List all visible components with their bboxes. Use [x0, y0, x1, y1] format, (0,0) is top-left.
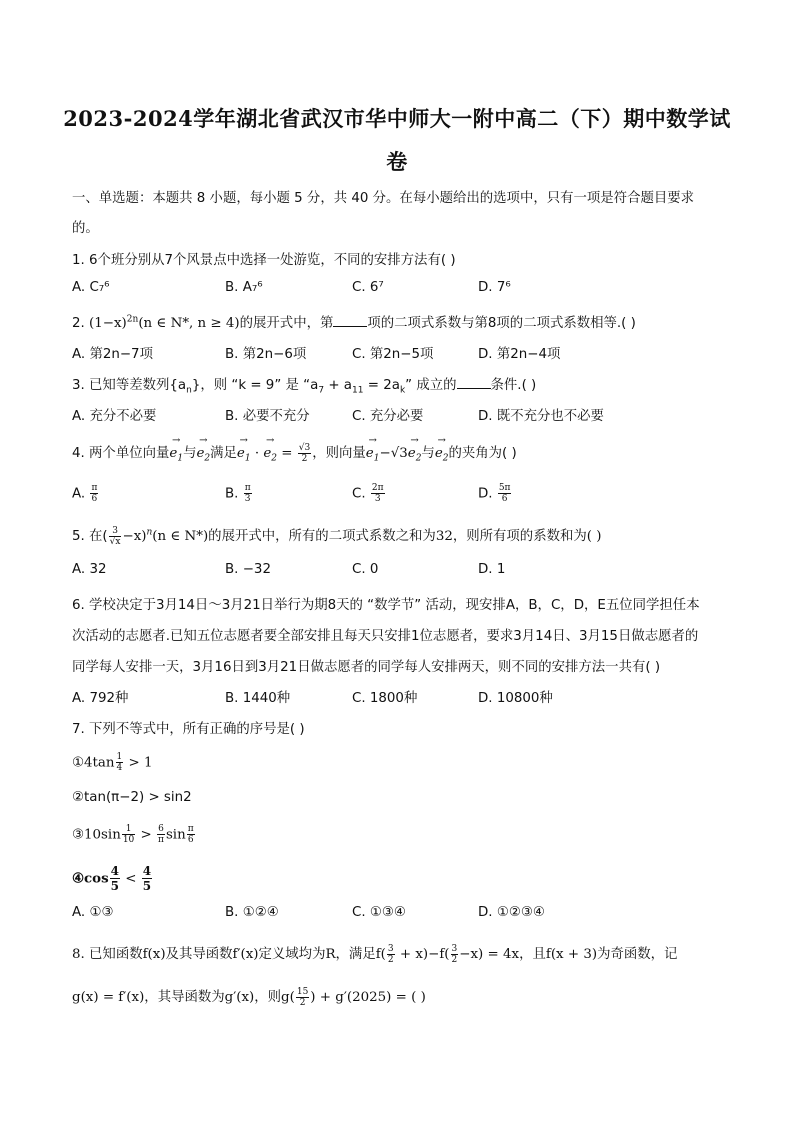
- exam-title-line1: 2023-2024学年湖北省武汉市华中师大一附中高二（下）期中数学试: [63, 106, 731, 131]
- question-4-option-c: C. $\frac{2\pi}{3}$: [352, 483, 384, 504]
- question-1-option-b: B. A₇⁶: [225, 280, 263, 295]
- question-6-stem-line3: 同学每人安排一天，3月16日到3月21日做志愿者的同学每人安排两天，则不同的安排方法一共有( ): [72, 660, 661, 675]
- question-4-stem: 4. 两个单位向量→ $e_1$与→ $e_2$满足→ $e_1$ · → $e_2$ = $\frac{√3}{2}$ ，则向量→ $e_1-√3\to e_2$与→ $e_2$的夹角为( ): [72, 442, 517, 464]
- answer-blank: [333, 314, 367, 327]
- section-heading-line2: 的。: [72, 221, 99, 236]
- question-7-option-c: C. ①③④: [352, 905, 406, 920]
- question-1-option-d: D. 7⁶: [478, 280, 511, 295]
- question-7-stem: 7. 下列不等式中，所有正确的序号是( ): [72, 722, 305, 737]
- question-6-stem-line1: 6. 学校决定于3月14日～3月21日举行为期8天的 “数学节” 活动，现安排A，B，C，D，E五位同学担任本: [72, 598, 700, 613]
- question-6-option-c: C. 1800种: [352, 691, 418, 706]
- question-1-option-a: A. C₇⁶: [72, 280, 110, 295]
- exam-title-line2: 卷: [386, 149, 408, 174]
- answer-blank: [457, 376, 491, 389]
- question-2-option-b: B. 第2n−6项: [225, 347, 307, 362]
- question-7-item-4: ④cos $\frac{4}{5}$ < $\frac{4}{5}$: [72, 864, 152, 893]
- question-4-option-a: A. $\frac{\pi}{6}$: [72, 483, 98, 504]
- question-6-option-a: A. 792种: [72, 691, 129, 706]
- section-heading-line1: 一、单选题：本题共 8 小题，每小题 5 分，共 40 分。在每小题给出的选项中，只有一项是符合题目要求: [72, 191, 695, 206]
- question-5-option-a: A. 32: [72, 562, 107, 577]
- question-7-option-a: A. ①③: [72, 905, 114, 920]
- question-3-option-b: B. 必要不充分: [225, 409, 310, 424]
- question-7-option-b: B. ①②④: [225, 905, 279, 920]
- question-2-option-d: D. 第2n−4项: [478, 347, 561, 362]
- question-2-stem: 2. $(1-x)^{2n}(n$ ∈ N*, n ≥ 4)的展开式中，第 项的二项式系数与第8项的二项式系数相等.( ): [72, 314, 636, 331]
- question-8-stem-line1: 8. 已知函数f(x)及其导函数f′(x)定义域均为R，满足f( $\frac{3}{2}$ + x)−f( $\frac{3}{2}$ −x) = 4x，且f(x + 3)为奇函数，记: [72, 943, 678, 965]
- question-7-item-1: ①4tan $\frac{1}{4}$ > 1: [72, 752, 153, 773]
- question-3-option-a: A. 充分不必要: [72, 409, 157, 424]
- question-7-item-2: ②tan(π−2) > sin2: [72, 790, 192, 805]
- question-5-option-d: D. 1: [478, 562, 506, 577]
- question-1-stem: 1. 6个班分别从7个风景点中选择一处游览，不同的安排方法有( ): [72, 253, 456, 268]
- question-5-stem: 5. 在( $\frac{3}{√x}$ −x)$^n$(n ∈ N*)的展开式中，所有的二项式系数之和为32，则所有项的系数和为( ): [72, 525, 602, 547]
- question-6-stem-line2: 次活动的志愿者.已知五位志愿者要全部安排且每天只安排1位志愿者，要求3月14日、3月15日做志愿者的: [72, 629, 699, 644]
- question-2-option-c: C. 第2n−5项: [352, 347, 434, 362]
- question-5-option-b: B. −32: [225, 562, 271, 577]
- question-4-option-b: B. $\frac{\pi}{3}$: [225, 483, 251, 504]
- question-6-option-d: D. 10800种: [478, 691, 553, 706]
- question-7-item-3: ③10sin $\frac{1}{10}$ > $\frac{6}{\pi}$ sin $\frac{\pi}{6}$: [72, 824, 194, 845]
- question-5-option-c: C. 0: [352, 562, 379, 577]
- question-7-option-d: D. ①②③④: [478, 905, 545, 920]
- question-1-option-c: C. 6⁷: [352, 280, 384, 295]
- question-3-option-d: D. 既不充分也不必要: [478, 409, 604, 424]
- question-3-option-c: C. 充分必要: [352, 409, 424, 424]
- question-4-option-d: D. $\frac{5\pi}{6}$: [478, 483, 511, 504]
- question-2-option-a: A. 第2n−7项: [72, 347, 153, 362]
- question-8-stem-line2: g(x) = f′(x)，其导函数为g′(x)，则g( $\frac{15}{2}$ ) + g′(2025) = ( ): [72, 986, 426, 1008]
- question-3-stem: 3. 已知等差数列$\{a_n\}$，则 “k = 9” 是 “$a_7 + a_{11} = 2a_k$” 成立的 条件.( ): [72, 378, 537, 396]
- question-6-option-b: B. 1440种: [225, 691, 291, 706]
